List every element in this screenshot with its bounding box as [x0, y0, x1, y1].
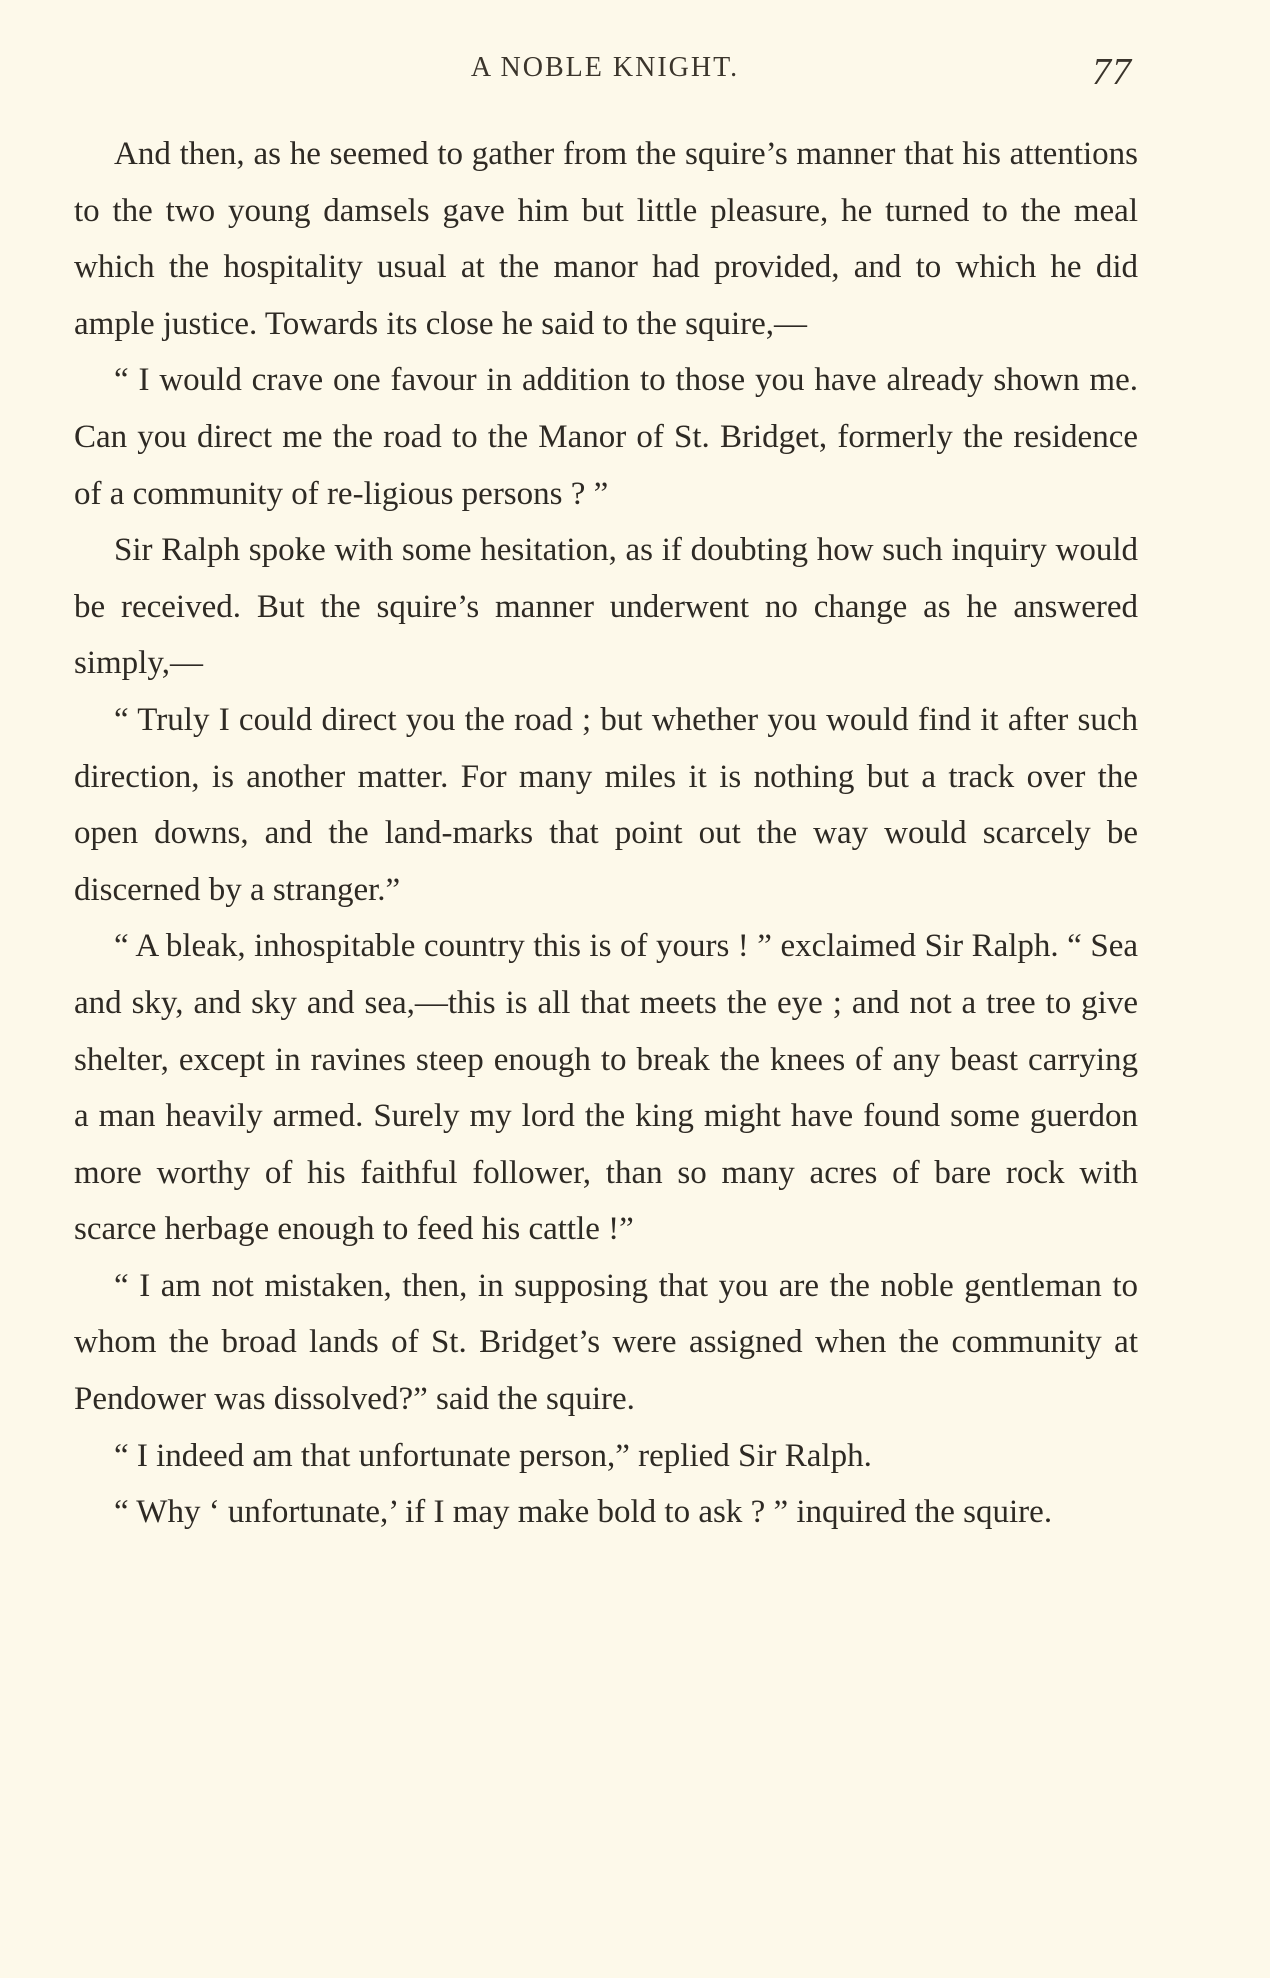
paragraph: “ Why ‘ unfortunate,’ if I may make bold to ask ? ” inquired the squire.	[114, 1494, 1053, 1531]
paragraph: “ I indeed am that unfortunate person,” replied Sir Ralph.	[114, 1437, 872, 1474]
page-number: 77	[1092, 51, 1132, 93]
running-head	[0, 52, 1270, 92]
paragraph: And then, as he seemed to gather from the squire’s manner that his attentions to the two young damsels gave him but little pleasure, he turned to the meal which the hospitality usual at the manor had provided, and to which he did ample justice. Towards its close he said to the squire,—	[74, 136, 1138, 342]
paragraph: “ Truly I could direct you the road ; but whether you would find it after such direction, is another matter. For many miles it is nothing but a track over the open downs, and the land-marks that point out the way would scarcely be discerned by a stranger.”	[74, 701, 1138, 908]
paragraph: “ A bleak, inhospitable country this is of yours ! ” exclaimed Sir Ralph. “ Sea and sky, and sky and sea,—this is all that meets the eye ; and not a tree to give shelter, except in ravines steep enough to break the knees of any beast carrying a man heavily armed. Surely my lord the king might have found some guerdon more worthy of his faithful follower, than so many acres of bare rock with scarce herbage enough to feed his cattle !”	[74, 928, 1138, 1248]
body-text	[74, 126, 1138, 1541]
paragraph: “ I would crave one favour in addition to those you have already shown me. Can you direct me the road to the Manor of St. Bridget, formerly the residence of a community of re-ligious persons ? ”	[74, 362, 1138, 512]
running-title: A NOBLE KNIGHT.	[470, 52, 740, 83]
paragraph: Sir Ralph spoke with some hesitation, as if doubting how such inquiry would be received. But the squire’s manner underwent no change as he answered simply,—	[74, 532, 1138, 682]
paragraph: “ I am not mistaken, then, in supposing that you are the noble gentleman to whom the broad lands of St. Bridget’s were assigned when the community at Pendower was dissolved?” said the squire.	[74, 1267, 1138, 1418]
